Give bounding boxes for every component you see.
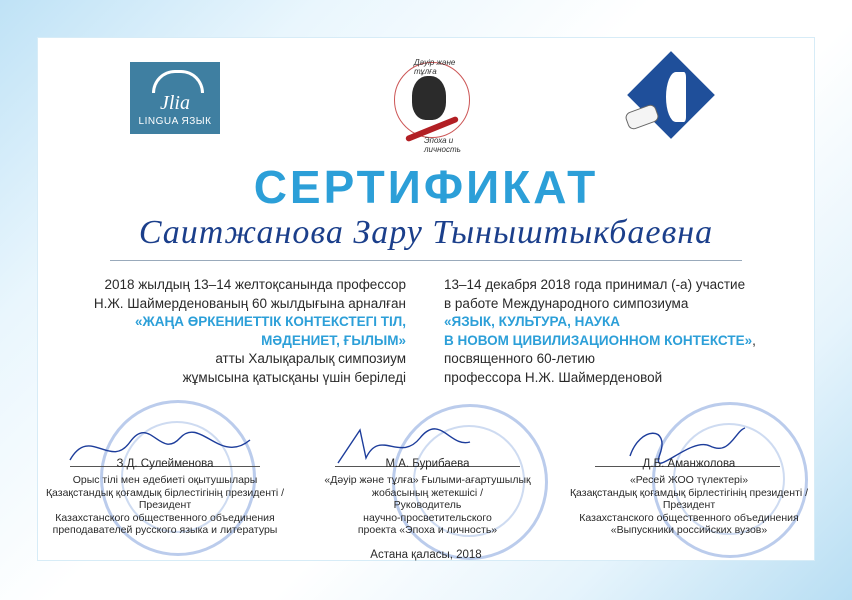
role-line: «Выпускники российских вузов» <box>610 524 768 536</box>
arch-icon <box>152 70 204 93</box>
diploma-scroll-icon <box>624 103 660 131</box>
role-line: Руководитель <box>393 499 462 511</box>
recipient-underline <box>110 260 742 261</box>
signatory-center <box>300 458 555 537</box>
signatory-role <box>560 474 818 537</box>
ru-symposium-title-2: В НОВОМ ЦИВИЛИЗАЦИОННОМ КОНТЕКСТЕ» <box>444 332 753 348</box>
role-line: проекта «Эпоха и личность» <box>357 524 498 536</box>
signatory-left <box>40 458 290 537</box>
role-line: преподавателей русского языка и литературы <box>52 524 278 536</box>
profile-face-icon <box>666 72 686 122</box>
role-line: жобасының жетекшісі / <box>371 486 484 499</box>
signatory-name: М.А. Бурибаева <box>385 458 470 470</box>
recipient-name: Саитжанова Зару Тыныштыкбаевна <box>138 214 714 251</box>
lingua-logo <box>130 62 220 134</box>
kz-symposium-title-1: «ЖАҢА ӨРКЕНИЕТТІК КОНТЕКСТЕГІ ТІЛ, <box>135 314 406 329</box>
portrait-silhouette-icon <box>412 76 446 120</box>
ru-title-comma: , <box>752 332 756 348</box>
role-line: Қазақстандық қоғамдық бірлестігінің президенті / <box>569 486 809 499</box>
kz-line-4: жұмысына қатысқаны үшін беріледі <box>182 369 406 385</box>
kz-symposium-title-2: МӘДЕНИЕТ, ҒЫЛЫМ» <box>261 332 406 348</box>
signatory-role <box>40 474 290 537</box>
role-line: Казахстанского общественного объединения <box>55 511 275 524</box>
kz-line-2: Н.Ж. Шаймерденованың 60 жылдығына арналған <box>93 295 406 311</box>
ru-line-4: профессора Н.Ж. Шаймерденовой <box>444 369 663 385</box>
certificate-title: СЕРТИФИКАТ <box>253 161 599 213</box>
role-line: Қазақстандық қоғамдық бірлестігінің президенті / <box>45 486 285 499</box>
role-line: Президент <box>662 499 716 511</box>
kz-line-3: атты Халықаралық симпозиум <box>215 351 406 366</box>
ru-line-1: 13–14 декабря 2018 года принимал (-а) участие <box>444 277 746 292</box>
issue-place-year: Астана қаласы, 2018 <box>370 549 482 561</box>
lingua-logo-name: Jlia <box>160 92 190 114</box>
russian-text-block <box>444 276 794 387</box>
ru-symposium-title-1: «ЯЗЫК, КУЛЬТУРА, НАУКА <box>444 314 620 329</box>
role-line: научно-просветительского <box>363 511 492 524</box>
epoch-personality-logo <box>386 56 476 154</box>
role-line: Орыс тілі мен әдебиеті оқытушылары <box>72 474 258 486</box>
logo-bottom-text: Эпоха и личность <box>424 136 461 154</box>
role-line: «Ресей ЖОО түлектері» <box>629 474 749 486</box>
ru-symposium-title-2-row <box>444 332 794 351</box>
role-line: «Дәуір және тұлға» Ғылыми-ағартушылық <box>324 474 531 486</box>
role-line: Президент <box>138 499 192 511</box>
signatory-right <box>560 458 818 537</box>
lingua-logo-subtitle: LINGUA ЯЗЫК <box>138 116 212 127</box>
ru-line-3: посвященного 60-летию <box>444 351 595 366</box>
logo-top-text: Дәуір және тұлға <box>414 58 456 76</box>
kazakh-text-block <box>64 276 406 387</box>
signatory-role <box>300 474 555 537</box>
graduates-logo <box>622 58 712 148</box>
kz-line-1: 2018 жылдың 13–14 желтоқсанында профессор <box>104 277 406 292</box>
ru-line-2: в работе Международного симпозиума <box>444 295 689 311</box>
signatory-name: Д.Б. Аманжолова <box>642 458 736 470</box>
signatory-name: З.Д. Сулейменова <box>116 458 214 470</box>
role-line: Казахстанского общественного объединения <box>579 511 799 524</box>
